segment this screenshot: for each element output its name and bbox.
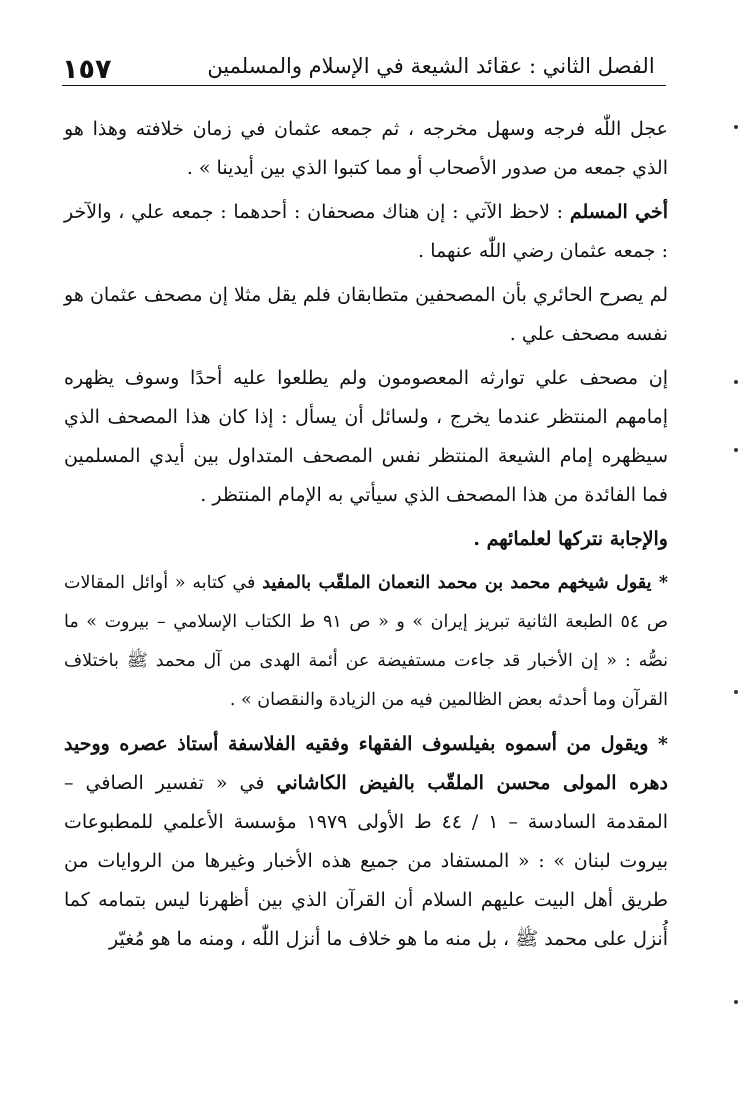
- paragraph-7-text: في « تفسير الصافي – المقدمة السادسة – ١ / ٤٤ ط الأولى ١٩٧٩ مؤسسة الأعلمي للمطبوعات بيروت لبنان » : « المستفاد من جميع هذه الأخبار وغيرها من الروايات من طريق أهل البيت عليهم السلام أن القرآن الذي بين أظهرنا ليس بتمامه كما أُنزل على محمد ﷺ ، بل منه ما هو خلاف ما أنزل اللّٰه ، ومنه ما هو مُغيّر: [64, 772, 669, 950]
- header-rule: [62, 85, 666, 86]
- paragraph-6-lead: * يقول شيخهم محمد بن محمد النعمان الملقّب بالمفيد: [262, 573, 669, 593]
- paragraph-1: [64, 110, 668, 188]
- page-number: ١٥٧: [62, 54, 112, 85]
- paragraph-2: [64, 193, 668, 271]
- paragraph-3-text: لم يصرح الحائري بأن المصحفين متطابقان فلم يقل مثلا إن مصحف عثمان هو نفسه مصحف علي .: [64, 284, 668, 345]
- margin-dot: [734, 380, 738, 384]
- paragraph-6-text: في كتابه « أوائل المقالات ص ٥٤ الطبعة الثانية تبريز إيران » و « ص ٩١ ط الكتاب الإسلامي – بيروت » ما نصُّه : « إن الأخبار قد جاءت مستفيضة عن أئمة الهدى من آل محمد ﷺ باختلاف القرآن وما أحدثه بعض الظالمين فيه من الزيادة والنقصان » .: [64, 573, 668, 710]
- paragraph-1-text: عجل اللّٰه فرجه وسهل مخرجه ، ثم جمعه عثمان في زمان خلافته وهذا هو الذي جمعه من صدور الأصحاب أو مما كتبوا الذي بين أيدينا » .: [64, 118, 668, 179]
- paragraph-2-text: : لاحظ الآتي : إن هناك مصحفان : أحدهما : جمعه علي ، والآخر : جمعه عثمان رضي اللّٰه عنهما .: [64, 201, 668, 262]
- paragraph-6: [64, 564, 668, 720]
- paragraph-7-lead: * ويقول من أسموه بفيلسوف الفقهاء وفقيه الفلاسفة أستاذ عصره ووحيد دهره المولى محسن الملقّب بالفيض الكاشاني: [64, 733, 669, 794]
- page-header: [62, 48, 666, 88]
- paragraph-4-text: إن مصحف علي توارثه المعصومون ولم يطلعوا عليه أحدًا وسوف يظهره إمامهم المنتظر عندما يخرج ، ولسائل أن يسأل : إذا كان هذا المصحف الذي سيظهره إمام الشيعة المنتظر نفس المصحف المتداول بين أيدي المسلمين فما الفائدة من هذا المصحف الذي سيأتي به الإمام المنتظر .: [64, 367, 668, 506]
- page-body: [64, 110, 668, 964]
- paragraph-7: [64, 725, 668, 959]
- paragraph-2-lead: أخي المسلم: [569, 201, 668, 223]
- margin-dot: [734, 448, 738, 452]
- paragraph-5-lead: والإجابة نتركها لعلمائهم .: [473, 528, 668, 550]
- paragraph-5: [64, 520, 668, 559]
- paragraph-3: [64, 276, 668, 354]
- chapter-title: الفصل الثاني : عقائد الشيعة في الإسلام والمسلمين: [207, 54, 655, 78]
- margin-dot: [734, 125, 738, 129]
- margin-dot: [734, 690, 738, 694]
- paragraph-4: [64, 359, 668, 515]
- margin-dot: [734, 1000, 738, 1004]
